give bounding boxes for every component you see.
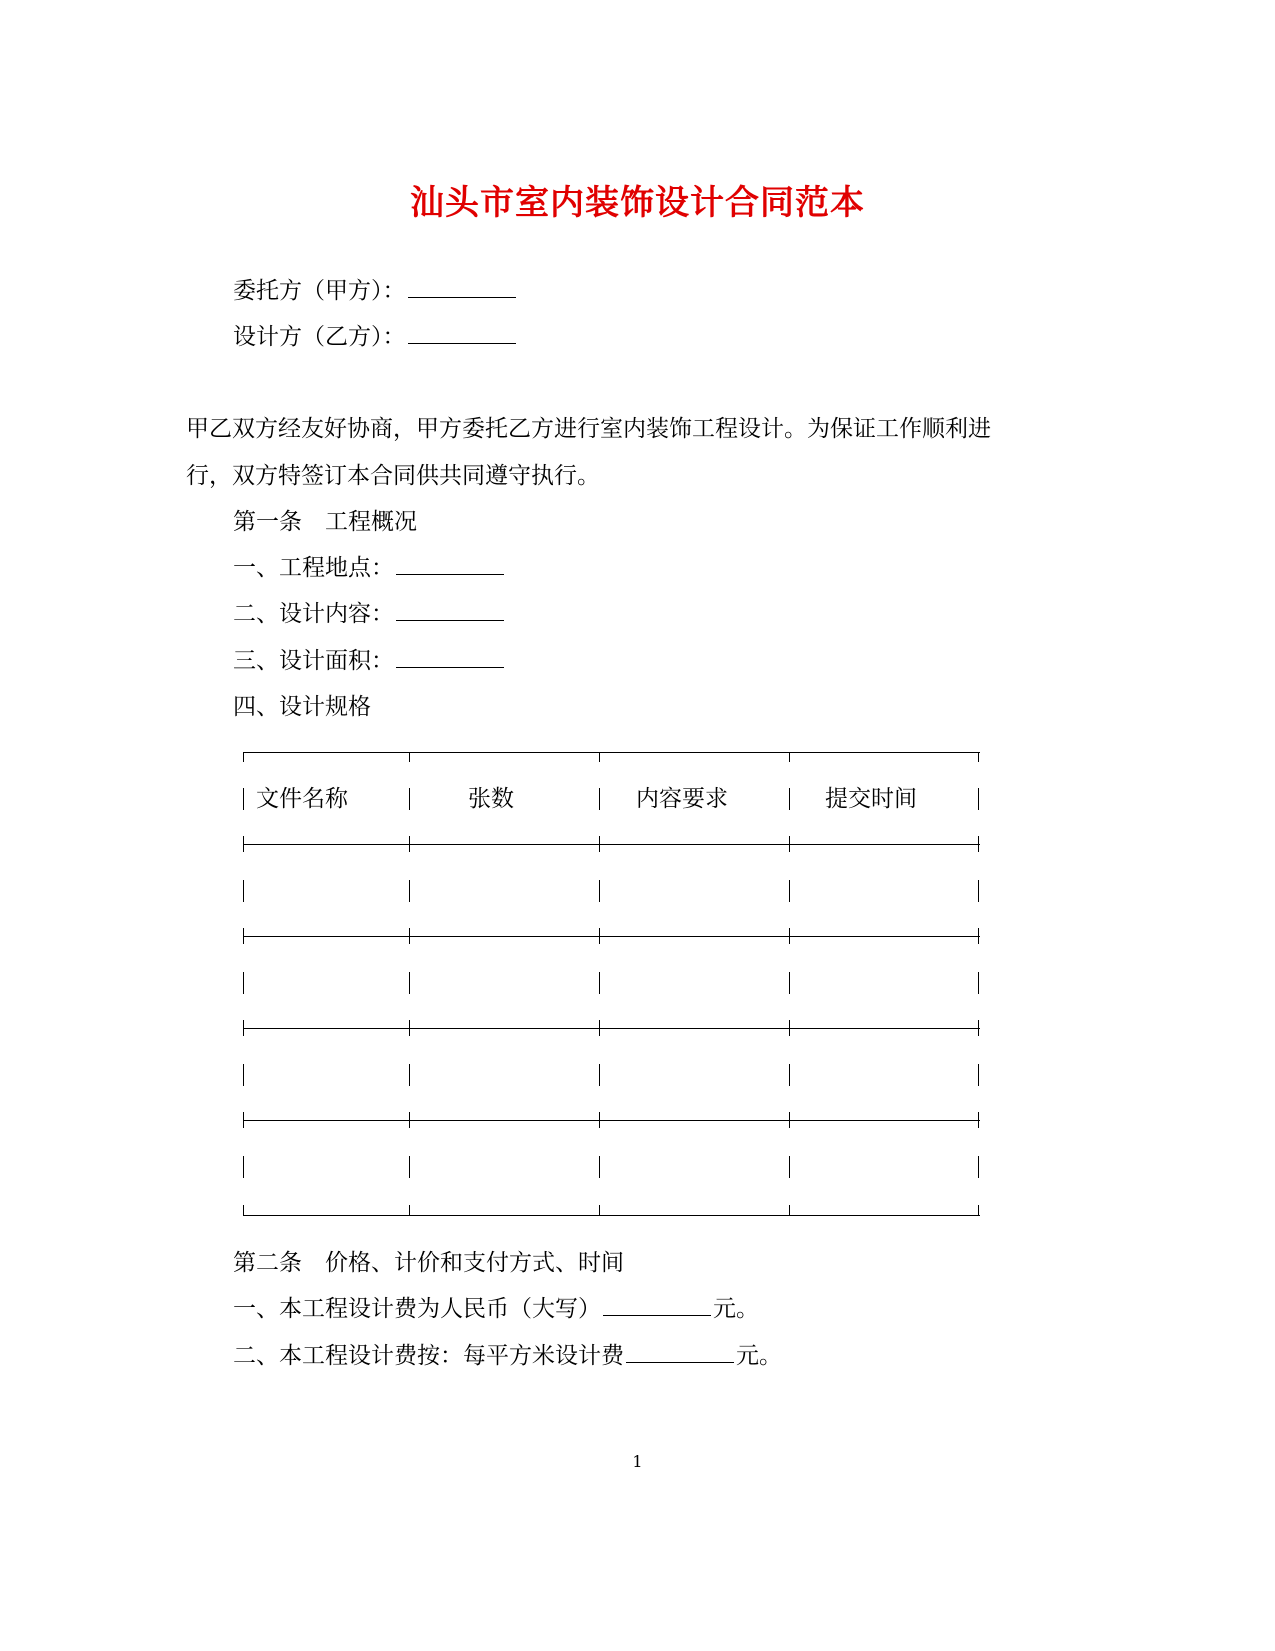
table-tick <box>243 752 244 762</box>
table-tick <box>789 1205 790 1215</box>
table-tick <box>243 1205 244 1215</box>
table-cell-divider <box>978 972 979 994</box>
table-tick <box>599 1112 600 1128</box>
table-top-rule <box>243 752 980 753</box>
article-1-heading: 第一条 工程概况 <box>233 509 417 535</box>
table-header-sheet-count: 张数 <box>468 786 514 812</box>
project-location-label: 一、工程地点： <box>233 555 394 581</box>
client-party-line <box>233 276 516 306</box>
table-tick <box>978 752 979 762</box>
design-area-line <box>233 646 504 676</box>
table-cell-divider <box>978 788 979 810</box>
table-tick <box>599 752 600 762</box>
table-header-submission-time: 提交时间 <box>825 786 917 812</box>
design-fee-per-sqm-label: 二、本工程设计费按：每平方米设计费 <box>233 1343 624 1369</box>
document-title: 汕头市室内装饰设计合同范本 <box>410 183 865 223</box>
table-cell-divider <box>409 788 410 810</box>
design-fee-per-sqm-unit: 元。 <box>736 1343 782 1369</box>
designer-party-label: 设计方（乙方）： <box>233 324 406 350</box>
design-fee-per-sqm-line <box>233 1341 782 1371</box>
table-tick <box>789 928 790 944</box>
table-tick <box>599 1020 600 1036</box>
table-cell-divider <box>243 972 244 994</box>
designer-party-blank[interactable] <box>408 323 516 344</box>
design-fee-total-unit: 元。 <box>713 1296 759 1322</box>
table-cell-divider <box>409 1064 410 1086</box>
table-tick <box>599 1205 600 1215</box>
table-tick <box>243 1020 244 1036</box>
table-rule <box>243 844 980 845</box>
table-cell-divider <box>243 788 244 810</box>
design-fee-total-blank[interactable] <box>603 1295 711 1316</box>
table-tick <box>789 1112 790 1128</box>
table-cell-divider <box>599 880 600 902</box>
table-cell-divider <box>789 972 790 994</box>
table-tick <box>978 928 979 944</box>
table-tick <box>409 1020 410 1036</box>
table-tick <box>243 836 244 852</box>
intro-line-1: 甲乙双方经友好协商，甲方委托乙方进行室内装饰工程设计。为保证工作顺利进 <box>186 416 991 442</box>
table-cell-divider <box>409 880 410 902</box>
table-cell-divider <box>599 788 600 810</box>
table-cell-divider <box>599 1064 600 1086</box>
project-location-blank[interactable] <box>396 554 504 575</box>
table-tick <box>409 1205 410 1215</box>
table-tick <box>599 836 600 852</box>
article-2-heading: 第二条 价格、计价和支付方式、时间 <box>233 1250 624 1276</box>
table-tick <box>789 1020 790 1036</box>
client-party-label: 委托方（甲方）： <box>233 278 406 304</box>
design-spec-heading: 四、设计规格 <box>233 694 371 720</box>
table-header-content-requirements: 内容要求 <box>636 786 728 812</box>
project-location-line <box>233 553 504 583</box>
table-rule <box>243 1120 980 1121</box>
table-bottom-rule <box>243 1215 980 1216</box>
table-cell-divider <box>243 1156 244 1178</box>
table-tick <box>409 1112 410 1128</box>
table-tick <box>978 1020 979 1036</box>
table-cell-divider <box>789 1064 790 1086</box>
table-tick <box>409 928 410 944</box>
table-tick <box>243 1112 244 1128</box>
table-tick <box>789 752 790 762</box>
design-content-line <box>233 599 504 629</box>
table-cell-divider <box>978 880 979 902</box>
table-cell-divider <box>599 972 600 994</box>
table-tick <box>409 836 410 852</box>
design-content-label: 二、设计内容： <box>233 601 394 627</box>
table-rule <box>243 936 980 937</box>
table-cell-divider <box>978 1064 979 1086</box>
table-cell-divider <box>409 972 410 994</box>
table-tick <box>978 1112 979 1128</box>
table-tick <box>409 752 410 762</box>
table-tick <box>243 928 244 944</box>
designer-party-line <box>233 322 516 352</box>
design-area-blank[interactable] <box>396 647 504 668</box>
table-cell-divider <box>599 1156 600 1178</box>
design-fee-total-label: 一、本工程设计费为人民币（大写） <box>233 1296 601 1322</box>
intro-line-2: 行，双方特签订本合同供共同遵守执行。 <box>186 463 600 489</box>
table-cell-divider <box>409 1156 410 1178</box>
page-number: 1 <box>632 1452 643 1471</box>
table-tick <box>789 836 790 852</box>
table-cell-divider <box>789 788 790 810</box>
design-fee-total-line <box>233 1294 759 1324</box>
table-cell-divider <box>243 1064 244 1086</box>
client-party-blank[interactable] <box>408 277 516 298</box>
table-cell-divider <box>789 880 790 902</box>
table-cell-divider <box>243 880 244 902</box>
table-tick <box>978 1205 979 1215</box>
table-rule <box>243 1028 980 1029</box>
design-area-label: 三、设计面积： <box>233 648 394 674</box>
table-cell-divider <box>789 1156 790 1178</box>
design-fee-per-sqm-blank[interactable] <box>626 1342 734 1363</box>
design-content-blank[interactable] <box>396 600 504 621</box>
table-header-file-name: 文件名称 <box>256 786 348 812</box>
table-tick <box>599 928 600 944</box>
table-tick <box>978 836 979 852</box>
table-cell-divider <box>978 1156 979 1178</box>
